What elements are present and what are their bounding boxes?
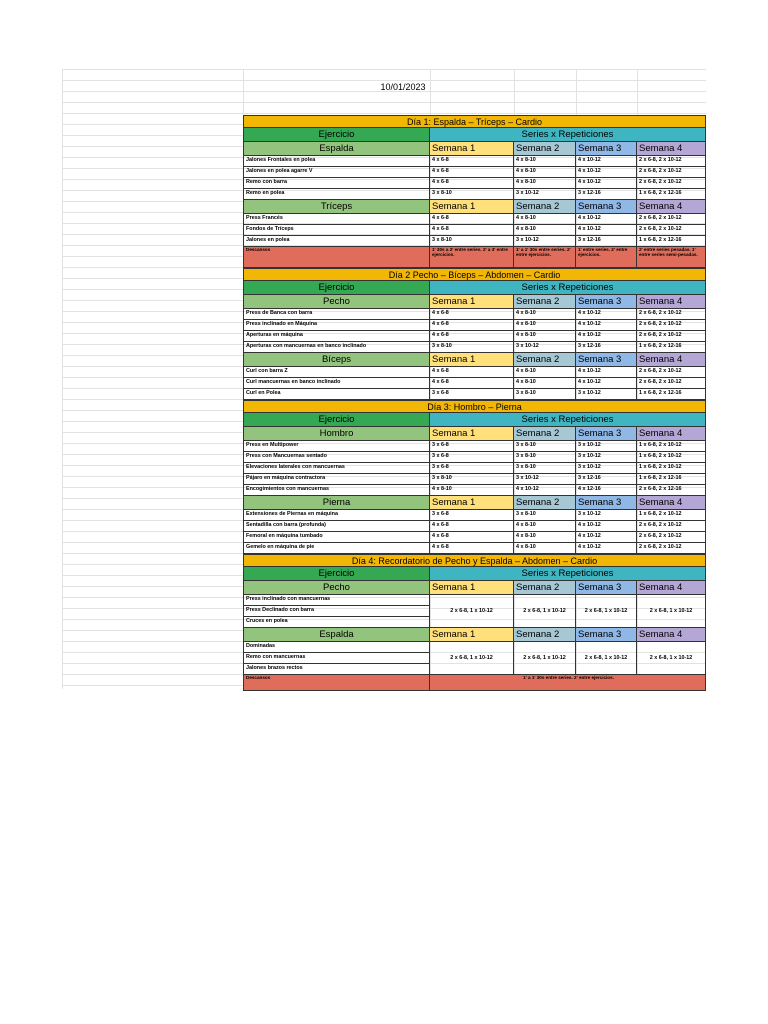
exercise-name[interactable]: Dominadas [243,642,430,653]
sets-cell[interactable]: 4 x 10-12 [576,225,637,236]
sets-cell[interactable]: 2 x 6-8, 2 x 10-12 [637,167,706,178]
table-row [243,167,706,178]
sets-cell[interactable]: 3 x 8-10 [430,474,514,485]
sets-cell[interactable]: 2 x 6-8, 2 x 10-12 [637,521,706,532]
exercise-name[interactable]: Press Francés [243,214,430,225]
week-header[interactable]: Semana 3 [576,353,637,367]
table-row [243,485,706,496]
week-header[interactable]: Semana 4 [637,295,706,309]
muscle-group-label[interactable]: Hombro [243,427,430,441]
week-header[interactable]: Semana 1 [430,496,514,510]
sets-cell[interactable]: 4 x 10-12 [576,378,637,389]
table-row [243,331,706,342]
sets-cell[interactable]: 4 x 8-10 [514,331,576,342]
sets-cell[interactable]: 3 x 8-10 [430,236,514,247]
week-header[interactable]: Semana 4 [637,496,706,510]
merged-sets-cell[interactable]: 2 x 6-8, 1 x 10-12 [430,642,514,675]
sets-cell[interactable]: 3 x 10-12 [576,389,637,400]
week-header[interactable]: Semana 3 [576,496,637,510]
table-row [243,543,706,554]
exercise-name[interactable]: Extensiones de Piernas en máquina [243,510,430,521]
exercise-name[interactable]: Press de Banca con barra [243,309,430,320]
sets-cell[interactable]: 2 x 6-8, 2 x 10-12 [637,367,706,378]
sets-cell[interactable]: 4 x 10-12 [576,320,637,331]
merged-sets-cell[interactable]: 2 x 6-8, 1 x 10-12 [514,595,576,628]
exercise-name[interactable]: Aperturas en máquina [243,331,430,342]
exercise-name[interactable]: Press en Multipower [243,441,430,452]
sets-cell[interactable]: 1 x 6-8, 2 x 12-16 [637,189,706,200]
week-header[interactable]: Semana 1 [430,628,514,642]
sets-cell[interactable]: 4 x 8-10 [514,225,576,236]
sets-cell[interactable]: 4 x 10-12 [576,532,637,543]
week-header[interactable]: Semana 2 [514,581,576,595]
sets-cell[interactable]: 2 x 6-8, 2 x 10-12 [637,178,706,189]
table-row [243,452,706,463]
day-title[interactable]: Día 2 Pecho – Bíceps – Abdomen – Cardio [243,268,706,281]
day-title[interactable]: Día 1: Espalda – Tríceps – Cardio [243,115,706,128]
sets-cell[interactable]: 2 x 6-8, 2 x 10-12 [637,320,706,331]
week-header[interactable]: Semana 3 [576,142,637,156]
week-header[interactable]: Semana 4 [637,200,706,214]
sets-cell[interactable]: 4 x 10-12 [576,309,637,320]
table-row [243,214,706,225]
table-row [243,463,706,474]
exercise-name[interactable]: Curl con barra Z [243,367,430,378]
muscle-group-label[interactable]: Bíceps [243,353,430,367]
sets-cell[interactable]: 3 x 12-16 [576,342,637,353]
sets-cell[interactable]: 3 x 10-12 [514,474,576,485]
week-header[interactable]: Semana 2 [514,496,576,510]
sets-cell[interactable]: 1 x 6-8, 2 x 12-16 [637,389,706,400]
date-cell[interactable]: 10/01/2023 [380,82,426,92]
sets-cell[interactable]: 1 x 6-8, 2 x 10-12 [637,441,706,452]
sets-cell[interactable]: 1 x 6-8, 2 x 10-12 [637,510,706,521]
exercise-name[interactable]: Press inclinado con mancuernas [243,595,430,606]
merged-sets-cell[interactable]: 2 x 6-8, 1 x 10-12 [430,595,514,628]
week-header[interactable]: Semana 2 [514,295,576,309]
sets-cell[interactable]: 4 x 10-12 [576,167,637,178]
week-header[interactable]: Semana 1 [430,427,514,441]
week-header[interactable]: Semana 3 [576,295,637,309]
sets-cell[interactable]: 2 x 6-8, 2 x 12-16 [637,485,706,496]
series-header[interactable]: Series x Repeticiones [430,281,706,295]
table-row [243,510,706,521]
sets-cell[interactable]: 4 x 10-12 [514,485,576,496]
merged-sets-cell[interactable]: 2 x 6-8, 1 x 10-12 [576,595,637,628]
table-row [243,309,706,320]
table-row [243,156,706,167]
ejercicio-header[interactable]: Ejercicio [243,128,430,142]
sets-cell[interactable]: 4 x 6-8 [430,543,514,554]
sets-cell[interactable]: 1 x 6-8, 2 x 12-16 [637,236,706,247]
table-row [243,474,706,485]
sets-cell[interactable]: 3 x 10-12 [576,441,637,452]
exercise-name[interactable]: Curl en Polea [243,389,430,400]
exercise-name[interactable]: Press inclinado en Máquina [243,320,430,331]
merged-sets-cell[interactable]: 2 x 6-8, 1 x 10-12 [637,595,706,628]
sets-cell[interactable]: 4 x 6-8 [430,156,514,167]
sets-cell[interactable]: 2 x 6-8, 2 x 10-12 [637,309,706,320]
sets-cell[interactable]: 4 x 10-12 [576,367,637,378]
exercise-name[interactable]: Remo con mancuernas [243,653,430,664]
week-header[interactable]: Semana 4 [637,427,706,441]
week-header[interactable]: Semana 4 [637,581,706,595]
table-row [243,532,706,543]
exercise-name[interactable]: Jalones Frontales en polea [243,156,430,167]
rest-merged-cell[interactable]: 1' a 1' 30s entre series. 2' entre ejercicios. [430,675,706,691]
table-row [243,178,706,189]
exercise-name[interactable]: Press con Mancuernas sentado [243,452,430,463]
merged-sets-cell[interactable]: 2 x 6-8, 1 x 10-12 [637,642,706,675]
sets-cell[interactable]: 4 x 10-12 [576,156,637,167]
sets-cell[interactable]: 3 x 8-10 [430,189,514,200]
series-header[interactable]: Series x Repeticiones [430,413,706,427]
exercise-name[interactable]: Remo en polea [243,189,430,200]
table-row [243,389,706,400]
muscle-group-label[interactable]: Pierna [243,496,430,510]
week-header[interactable]: Semana 2 [514,353,576,367]
exercise-name[interactable]: Curl mancuernas en banco inclinado [243,378,430,389]
week-header[interactable]: Semana 1 [430,581,514,595]
sets-cell[interactable]: 2 x 6-8, 2 x 10-12 [637,543,706,554]
sets-cell[interactable]: 3 x 8-10 [514,389,576,400]
sets-cell[interactable]: 4 x 8-10 [514,532,576,543]
rest-cell[interactable]: 1' a 1' 30s entre series. 2' entre ejercicios. [514,247,576,268]
sets-cell[interactable]: 3 x 10-12 [576,452,637,463]
sets-cell[interactable]: 3 x 8-10 [514,452,576,463]
table-row [243,225,706,236]
sets-cell[interactable]: 3 x 12-16 [576,474,637,485]
exercise-name[interactable]: Jalones brazos rectos [243,664,430,675]
ejercicio-header[interactable]: Ejercicio [243,567,430,581]
exercise-name[interactable]: Femoral en máquina tumbado [243,532,430,543]
muscle-group-label[interactable]: Tríceps [243,200,430,214]
week-header[interactable]: Semana 4 [637,142,706,156]
sets-cell[interactable]: 4 x 6-8 [430,225,514,236]
week-header[interactable]: Semana 1 [430,142,514,156]
sets-cell[interactable]: 4 x 6-8 [430,214,514,225]
week-header[interactable]: Semana 2 [514,142,576,156]
week-header[interactable]: Semana 2 [514,200,576,214]
sets-cell[interactable]: 4 x 6-8 [430,167,514,178]
week-header[interactable]: Semana 3 [576,427,637,441]
day-title[interactable]: Día 3: Hombro – Pierna [243,400,706,413]
sets-cell[interactable]: 3 x 6-8 [430,452,514,463]
table-row [243,236,706,247]
table-row [243,378,706,389]
sets-cell[interactable]: 4 x 8-10 [514,167,576,178]
week-header[interactable]: Semana 3 [576,581,637,595]
week-header[interactable]: Semana 4 [637,628,706,642]
muscle-group-label[interactable]: Pecho [243,581,430,595]
sets-cell[interactable]: 4 x 8-10 [514,156,576,167]
sets-cell[interactable]: 4 x 6-8 [430,367,514,378]
rest-cell[interactable]: 1' 30s a 2' entre series. 2' a 3' entre ejercicios. [430,247,514,268]
sets-cell[interactable]: 3 x 10-12 [576,510,637,521]
week-header[interactable]: Semana 3 [576,200,637,214]
rest-cell[interactable]: 2' entre series pesadas. 1' entre series semi-pesadas. [637,247,706,268]
week-header[interactable]: Semana 1 [430,295,514,309]
sets-cell[interactable]: 4 x 10-12 [576,178,637,189]
muscle-group-label[interactable]: Pecho [243,295,430,309]
sets-cell[interactable]: 4 x 10-12 [576,214,637,225]
series-header[interactable]: Series x Repeticiones [430,128,706,142]
sets-cell[interactable]: 4 x 8-10 [514,309,576,320]
table-row [243,342,706,353]
sets-cell[interactable]: 4 x 8-10 [514,521,576,532]
sets-cell[interactable]: 3 x 12-16 [576,189,637,200]
muscle-group-label[interactable]: Espalda [243,628,430,642]
rest-cell[interactable]: 1' entre series. 2' entre ejercicios. [576,247,637,268]
table-row [243,320,706,331]
sets-cell[interactable]: 3 x 10-12 [576,463,637,474]
sets-cell[interactable]: 4 x 8-10 [514,214,576,225]
sets-cell[interactable]: 4 x 8-10 [514,378,576,389]
exercise-name[interactable]: Jalones en polea agarre V [243,167,430,178]
sets-cell[interactable]: 4 x 6-8 [430,320,514,331]
sets-cell[interactable]: 2 x 6-8, 2 x 10-12 [637,156,706,167]
sets-cell[interactable]: 4 x 8-10 [514,320,576,331]
sets-cell[interactable]: 4 x 6-8 [430,331,514,342]
sets-cell[interactable]: 4 x 8-10 [430,485,514,496]
sets-cell[interactable]: 1 x 6-8, 2 x 10-12 [637,463,706,474]
sets-cell[interactable]: 4 x 12-16 [576,485,637,496]
exercise-name[interactable]: Aperturas con mancuernas en banco inclinado [243,342,430,353]
exercise-name[interactable]: Gemelo en máquina de pie [243,543,430,554]
sets-cell[interactable]: 4 x 6-8 [430,309,514,320]
table-row [243,189,706,200]
sets-cell[interactable]: 2 x 6-8, 2 x 10-12 [637,214,706,225]
sets-cell[interactable]: 3 x 8-10 [514,441,576,452]
sets-cell[interactable]: 3 x 6-8 [430,389,514,400]
sets-cell[interactable]: 1 x 6-8, 2 x 12-16 [637,342,706,353]
sets-cell[interactable]: 4 x 8-10 [514,178,576,189]
sets-cell[interactable]: 2 x 6-8, 2 x 10-12 [637,331,706,342]
day-title[interactable]: Día 4: Recordatorio de Pecho y Espalda – Abdomen – Cardio [243,554,706,567]
week-header[interactable]: Semana 2 [514,427,576,441]
sets-cell[interactable]: 3 x 6-8 [430,510,514,521]
sets-cell[interactable]: 1 x 6-8, 2 x 12-16 [637,474,706,485]
sets-cell[interactable]: 4 x 8-10 [514,543,576,554]
table-row [243,367,706,378]
series-header[interactable]: Series x Repeticiones [430,567,706,581]
week-header[interactable]: Semana 3 [576,628,637,642]
ejercicio-header[interactable]: Ejercicio [243,413,430,427]
exercise-name[interactable]: Cruces en polea [243,617,430,628]
exercise-name[interactable]: Fondos de Tríceps [243,225,430,236]
sets-cell[interactable]: 4 x 10-12 [576,331,637,342]
exercise-name[interactable]: Jalones en polea [243,236,430,247]
sets-cell[interactable]: 3 x 6-8 [430,463,514,474]
merged-sets-cell[interactable]: 2 x 6-8, 1 x 10-12 [576,642,637,675]
exercise-name[interactable]: Elevaciones laterales con mancuernas [243,463,430,474]
sets-cell[interactable]: 4 x 8-10 [514,367,576,378]
week-header[interactable]: Semana 1 [430,353,514,367]
exercise-name[interactable]: Pájaro en máquina contractora [243,474,430,485]
exercise-name[interactable]: Sentadilla con barra (profunda) [243,521,430,532]
rest-label[interactable]: Descansos [243,675,430,691]
sets-cell[interactable]: 3 x 12-16 [576,236,637,247]
sets-cell[interactable]: 4 x 6-8 [430,521,514,532]
week-header[interactable]: Semana 4 [637,353,706,367]
sets-cell[interactable]: 4 x 6-8 [430,532,514,543]
sets-cell[interactable]: 3 x 8-10 [514,463,576,474]
table-row [243,441,706,452]
sets-cell[interactable]: 2 x 6-8, 2 x 10-12 [637,378,706,389]
sets-cell[interactable]: 4 x 10-12 [576,521,637,532]
sets-cell[interactable]: 3 x 10-12 [514,189,576,200]
sets-cell[interactable]: 3 x 10-12 [514,236,576,247]
exercise-name[interactable]: Press Declinado con barra [243,606,430,617]
sets-cell[interactable]: 4 x 6-8 [430,178,514,189]
sets-cell[interactable]: 1 x 6-8, 2 x 10-12 [637,452,706,463]
exercise-name[interactable]: Encogimientos con mancuernas [243,485,430,496]
ejercicio-header[interactable]: Ejercicio [243,281,430,295]
sets-cell[interactable]: 4 x 6-8 [430,378,514,389]
week-header[interactable]: Semana 2 [514,628,576,642]
sets-cell[interactable]: 3 x 6-8 [430,441,514,452]
exercise-name[interactable]: Remo con barra [243,178,430,189]
sets-cell[interactable]: 3 x 8-10 [430,342,514,353]
sets-cell[interactable]: 4 x 10-12 [576,543,637,554]
table-row [243,521,706,532]
muscle-group-label[interactable]: Espalda [243,142,430,156]
rest-label[interactable]: Descansos [243,247,430,268]
merged-sets-cell[interactable]: 2 x 6-8, 1 x 10-12 [514,642,576,675]
sets-cell[interactable]: 2 x 6-8, 2 x 10-12 [637,532,706,543]
sets-cell[interactable]: 3 x 10-12 [514,342,576,353]
sets-cell[interactable]: 2 x 6-8, 2 x 10-12 [637,225,706,236]
sets-cell[interactable]: 3 x 8-10 [514,510,576,521]
week-header[interactable]: Semana 1 [430,200,514,214]
